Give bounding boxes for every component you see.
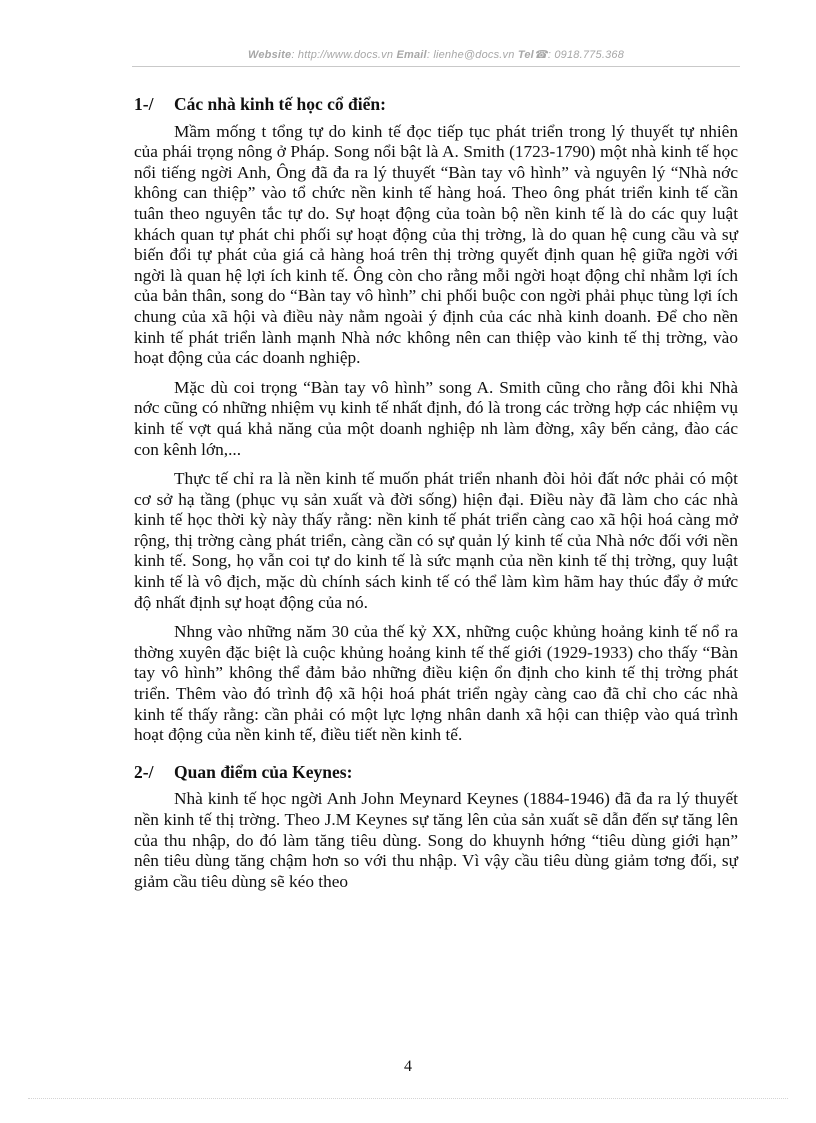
tel-label: Tel <box>517 49 534 61</box>
section-2-paragraph-1: Nhà kinh tế học ngời Anh John Meynard Keynes (1884-1946) đã đa ra lý thuyết nền kinh tế thị trờng. Theo J.M Keynes sự tăng lên của sản xuất sẽ dẫn đến sự tăng lên của thu nhập, do đó làm tăng tiêu dùng. Song do khuynh hớng “tiêu dùng giới hạn” nên tiêu dùng tăng chậm hơn so với thu nhập. Vì vậy cầu tiêu dùng giảm tơng đối, sự giảm cầu tiêu dùng sẽ kéo theo <box>134 789 738 891</box>
website-value: : http://www.docs.vn <box>291 49 394 61</box>
section-1-number: 1-/ <box>134 94 154 114</box>
email-label: Email <box>396 49 427 61</box>
header-divider <box>132 66 740 67</box>
tel-value: ☎: 0918.775.368 <box>533 49 625 61</box>
website-label: Website <box>247 49 292 61</box>
section-1-paragraph-2: Mặc dù coi trọng “Bàn tay vô hình” song A. Smith cũng cho rằng đôi khi Nhà nớc cũng có những nhiệm vụ kinh tế nhất định, đó là trong các trờng hợp các nhiệm vụ kinh tế vợt quá khả năng của một doanh nghiệp nh làm đờng, xây bến cảng, đào các con kênh lớn,... <box>134 377 738 459</box>
section-1-title: Các nhà kinh tế học cổ điển: <box>174 94 386 114</box>
document-body <box>134 94 738 901</box>
section-1-paragraph-1: Mầm mống t tổng tự do kinh tế đọc tiếp tục phát triển trong lý thuyết tự nhiên của phái trọng nông ở Pháp. Song nổi bật là A. Smith (1723-1790) một nhà kinh tế học nổi tiếng ngời Anh, Ông đã đa ra lý thuyết “Bàn tay vô hình” và nguyên lý “Nhà nớc không can thiệp” vào tổ chức nền kinh tế hàng hoá. Theo ông phát triển kinh tế cần tuân theo nguyên tắc tự do. Sự hoạt động của toàn bộ nền kinh tế là do các quy luật khách quan tự phát chi phối sự hoạt động của thị trờng, là do quan hệ cung cầu và sự biến đổi tự phát của giá cả hàng hoá trên thị trờng quyết định quan hệ giữa ngời với ngời là quan hệ lợi ích kinh tế. Ông còn cho rằng mỗi ngời hoạt động chỉ nhằm lợi ích của bản thân, song do “Bàn tay vô hình” chi phối buộc con ngời phải phục tùng lợi ích chung của xã hội và điều này nằm ngoài ý định của các nhà kinh doanh. Để cho nền kinh tế phát triển lành mạnh Nhà nớc không nên can thiệp vào kinh tế thị trờng, vào hoạt động của các doanh nghiệp. <box>134 121 738 368</box>
footer-divider <box>28 1098 788 1099</box>
section-2-number: 2-/ <box>134 761 154 782</box>
email-value: : lienhe@docs.vn <box>426 49 515 61</box>
section-2-title: Quan điểm của Keynes: <box>174 761 353 782</box>
section-1-paragraph-3: Thực tế chỉ ra là nền kinh tế muốn phát triển nhanh đòi hỏi đất nớc phải có một cơ sở hạ tầng (phục vụ sản xuất và đời sống) hiện đại. Điều này đã làm cho các nhà kinh tế học thời kỳ này thấy rằng: nền kinh tế phát triển càng cao xã hội hoá càng mở rộng, thị trờng càng phát triển, càng cần có sự quản lý kinh tế của Nhà nớc đối với nền kinh tế. Song, họ vẫn coi tự do kinh tế là sức mạnh của nền kinh tế thị trờng, quy luật kinh tế là vô địch, mặc dù chính sách kinh tế có thể làm kìm hãm hay thúc đẩy ở mức độ nhất định sự hoạt động của nó. <box>134 469 738 612</box>
section-2-heading <box>134 762 738 783</box>
section-1-heading <box>134 94 738 115</box>
page-header <box>132 48 740 61</box>
section-1-paragraph-4: Nhng vào những năm 30 của thế kỷ XX, những cuộc khủng hoảng kinh tế nổ ra thờng xuyên đặc biệt là cuộc khủng hoảng kinh tế thế giới (1929-1933) cho thấy “Bàn tay vô hình” không thể đảm bảo những điều kiện ổn định cho kinh tế thị trờng phát triển. Thêm vào đó trình độ xã hội hoá phát triển ngày càng cao đã chỉ cho các nhà kinh tế thấy rằng: cần phải có một lực lợng nhân danh xã hội can thiệp vào quá trình hoạt động của nền kinh tế, điều tiết nền kinh tế. <box>134 622 738 745</box>
page-number: 4 <box>404 1058 412 1075</box>
